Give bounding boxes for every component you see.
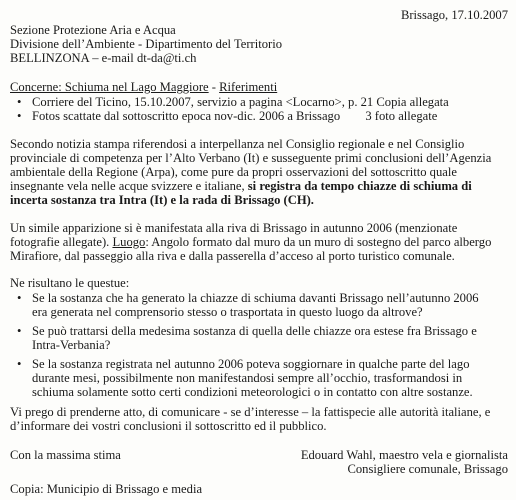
reference-item: • Corriere del Ticino, 15.10.2007, servizio a pagina <Locarno>, p. 21 Copia allegata xyxy=(10,95,449,109)
question-item xyxy=(10,357,479,399)
paragraph-1-line: ambientale della Regione (Arpa), come pure da propri osservazioni del sottoscritto quale xyxy=(10,165,457,179)
paragraph-1-line xyxy=(10,179,510,193)
copy-line: Copia: Municipio di Brissago e media xyxy=(10,482,203,496)
paragraph-2-post: : Angolo formato dal muro da un muro di sostegno del parco albergo xyxy=(145,235,492,249)
paragraph-1-bold-line: incerta sostanza tra Intra (It) e la rada di Brissago (CH). xyxy=(10,193,314,207)
luogo-label: Luogo xyxy=(112,235,146,249)
paragraph-1-normal: insegnante vela nelle acque svizzere e italiane, xyxy=(10,179,248,193)
references-list xyxy=(10,95,449,123)
questions-list xyxy=(10,291,479,399)
subject-line xyxy=(10,80,277,94)
paragraph-1 xyxy=(10,137,510,207)
signature-name: Edouard Wahl, maestro vela e giornalista xyxy=(300,448,508,462)
question-line: • Se può trattarsi della medesima sostanza di quella delle chiazze ora estese fra Brissago e xyxy=(32,324,477,338)
paragraph-2 xyxy=(10,221,510,263)
question-line: • Se la sostanza che ha generato la chiazze di schiuma davanti Brissago nell’autunno 2006 xyxy=(32,291,479,305)
greeting: Con la massima stima xyxy=(10,448,121,462)
subject-separator: - xyxy=(208,80,220,94)
paragraph-1-bold: si registra da tempo chiazze di schiuma di xyxy=(247,179,472,193)
paragraph-2-line: Mirafiore, dal passeggio alla riva e dalla passerella d’acceso al porto turistico comunale. xyxy=(10,249,455,263)
question-line: • Se la sostanza registrata nel autunno 2006 poteva soggiornare in qualche parte del lago xyxy=(32,357,470,371)
questions-intro: Ne risultano le questue: xyxy=(10,276,130,290)
question-line: era generata nel comprensorio stesso o trasportata in questo luogo da altrove? xyxy=(32,305,423,319)
closing-line: Vi prego di prenderne atto, di comunicare - se d’interesse – la fattispecie alle autorità italiane, e xyxy=(10,405,491,419)
subject-riferimenti: Riferimenti xyxy=(219,80,278,94)
closing-line: d’informare dei vostri conclusioni il sottoscritto ed il pubblico. xyxy=(10,419,327,433)
closing-paragraph xyxy=(10,405,510,433)
date-line: Brissago, 17.10.2007 xyxy=(400,8,508,22)
sender-line-2: Divisione dell’Ambiente - Dipartimento del Territorio xyxy=(10,37,283,51)
sender-line-3: BELLINZONA – e-mail dt-da@ti.ch xyxy=(10,51,197,65)
paragraph-2-line xyxy=(10,235,510,249)
paragraph-2-line: Un simile apparizione si è manifestata alla riva di Brissago in autunno 2006 (menzionate xyxy=(10,221,458,235)
paragraph-1-line: Secondo notizia stampa riferendosi a interpellanza nel Consiglio regionale e nel Consiglio xyxy=(10,137,465,151)
subject-concerne: Concerne: Schiuma nel Lago Maggiore xyxy=(10,80,209,94)
question-line: schiuma solamente sotto certi condizioni meteorologici o in contatto con altre sostanze. xyxy=(32,385,473,399)
question-item xyxy=(10,324,479,352)
paragraph-2-pre: fotografie allegate). xyxy=(10,235,113,249)
signature-role: Consigliere comunale, Brissago xyxy=(347,462,508,476)
sender-line-1: Sezione Protezione Aria e Acqua xyxy=(10,23,176,37)
question-item xyxy=(10,291,479,319)
reference-item: • Fotos scattate dal sottoscritto epoca nov-dic. 2006 a Brissago 3 foto allegate xyxy=(10,109,449,123)
paragraph-1-line: provinciale di competenza per l’Alto Verbano (It) e susseguente primi conclusioni dell’Agenzia xyxy=(10,151,492,165)
question-line: durante mesi, possibilmente non manifestandosi sempre all’occhio, trasformandosi in xyxy=(32,371,463,385)
question-line: Intra-Verbania? xyxy=(32,338,111,352)
